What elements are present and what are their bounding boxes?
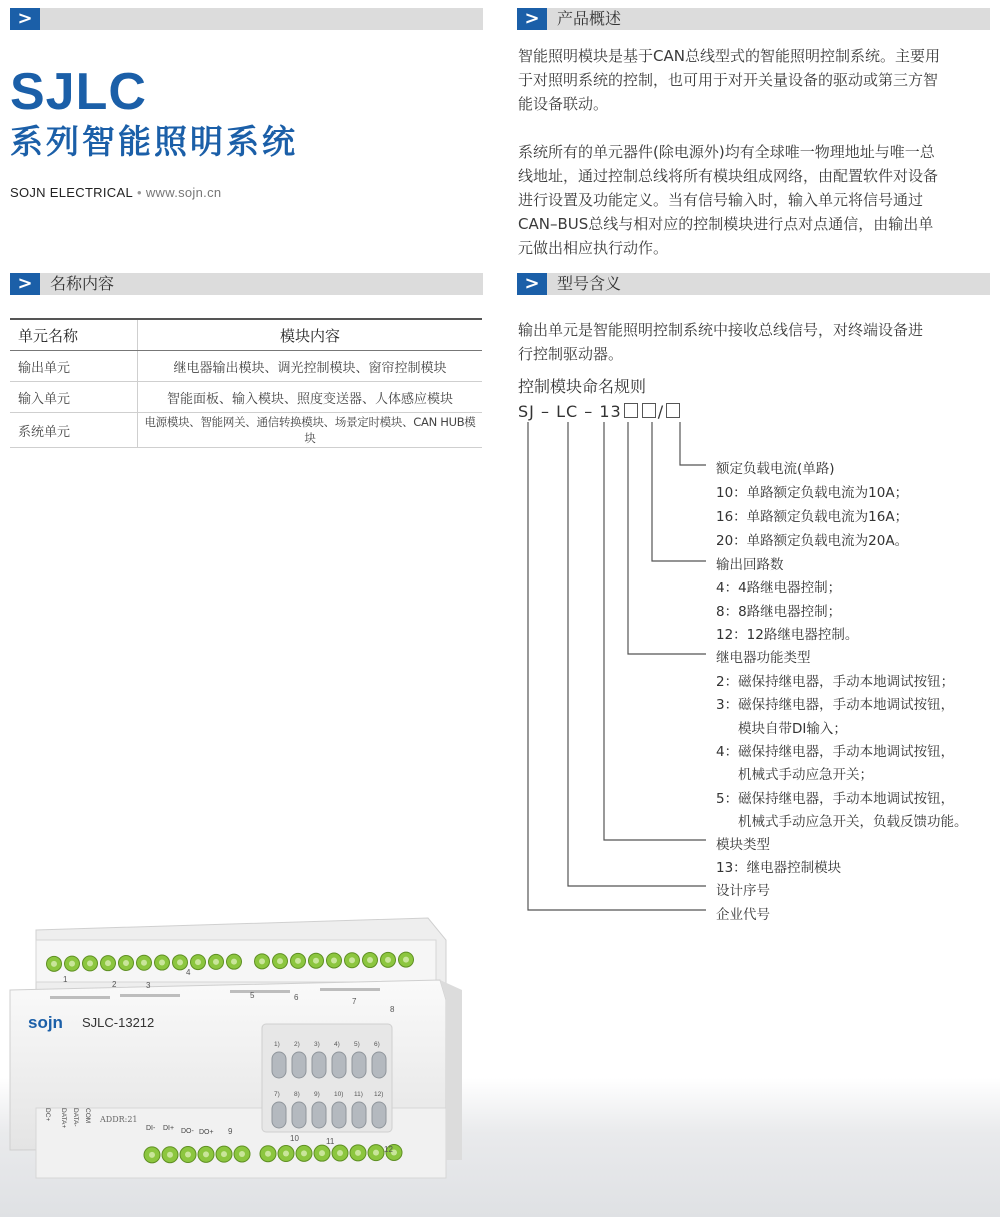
legend-item: 5：磁保持继电器，手动本地调试按钮， xyxy=(716,791,955,807)
section-bar-overview xyxy=(517,8,990,30)
channel-number: 1 xyxy=(63,975,68,984)
table-cell: 继电器输出模块、调光控制模块、窗帘控制模块 xyxy=(138,351,483,382)
model-paragraph xyxy=(518,318,994,366)
channel-number: 12 xyxy=(384,1145,393,1154)
device-logo: sojn xyxy=(28,1013,63,1032)
section-title-model: 型号含义 xyxy=(557,274,622,293)
manual-button xyxy=(312,1052,326,1078)
button-number: 5) xyxy=(354,1041,360,1048)
terminal-screw-hole xyxy=(203,1151,209,1157)
manual-button xyxy=(292,1052,306,1078)
terminal-screw-hole xyxy=(213,959,219,965)
terminal-screw-hole xyxy=(159,960,165,966)
terminal-screw-hole xyxy=(301,1150,307,1156)
text-line: 能设备联动。 xyxy=(518,95,609,113)
channel-number: 9 xyxy=(228,1127,233,1136)
connector-line xyxy=(528,422,706,910)
table-cell: 电源模块、智能网关、通信转换模块、场景定时模块、CAN HUB模块 xyxy=(138,413,483,448)
table-cell: 系统单元 xyxy=(10,413,138,448)
manual-button xyxy=(352,1102,366,1128)
legend-item: 3：磁保持继电器，手动本地调试按钮， xyxy=(716,697,955,713)
di-label: DI+ xyxy=(163,1125,175,1132)
company-separator: • xyxy=(136,185,142,200)
legend-item: 机械式手动应急开关； xyxy=(738,767,873,783)
chevron-right-icon: > xyxy=(517,273,547,295)
legend-item: 12：12路继电器控制。 xyxy=(716,627,859,643)
manual-button xyxy=(352,1052,366,1078)
addr-label: ADDR:21 xyxy=(100,1115,138,1124)
terminal-screw-hole xyxy=(331,957,337,963)
section-bar-model xyxy=(517,273,990,295)
channel-number: 3 xyxy=(146,981,151,990)
connector-line xyxy=(652,422,706,561)
terminal-screw-hole xyxy=(277,958,283,964)
device-illustration xyxy=(0,0,470,1217)
channel-number: 10 xyxy=(290,1134,299,1143)
terminal-screw-hole xyxy=(231,959,237,965)
chevron-right-icon: > xyxy=(10,8,40,30)
chevron-right-icon: > xyxy=(517,8,547,30)
table-cell: 输入单元 xyxy=(10,382,138,413)
manual-button xyxy=(372,1102,386,1128)
terminal-screw-hole xyxy=(167,1152,173,1158)
text-line: 智能照明模块是基于CAN总线型式的智能照明控制系统。主要用 xyxy=(518,47,940,65)
table-cell: 智能面板、输入模块、照度变送器、人体感应模块 xyxy=(138,382,483,413)
button-number: 2) xyxy=(294,1041,300,1048)
text-line: 输出单元是智能照明控制系统中接收总线信号，对终端设备进 xyxy=(518,321,924,339)
terminal-screw-hole xyxy=(185,1152,191,1158)
text-line: 元做出相应执行动作。 xyxy=(518,239,669,257)
terminal-screw-hole xyxy=(355,1150,361,1156)
legend-item: 20：单路额定负载电流为20A。 xyxy=(716,533,909,549)
legend-current-title: 额定负载电流(单路) xyxy=(716,461,835,477)
terminal-screw-hole xyxy=(123,960,129,966)
terminal-screw-hole xyxy=(283,1151,289,1157)
manual-button xyxy=(272,1102,286,1128)
code-placeholder-box xyxy=(642,403,656,418)
button-number: 12) xyxy=(374,1091,384,1098)
button-number: 3) xyxy=(314,1041,320,1048)
overview-paragraph-1 xyxy=(518,44,994,116)
code-slash: / xyxy=(657,402,665,421)
channel-number: 5 xyxy=(250,991,255,1000)
code-part: 13 xyxy=(599,402,622,421)
manual-button xyxy=(332,1052,346,1078)
legend-item: 2：磁保持继电器，手动本地调试按钮； xyxy=(716,674,955,690)
terminal-screw-hole xyxy=(403,957,409,963)
terminal-screw-hole xyxy=(177,959,183,965)
legend-item: 模块自带DI输入； xyxy=(738,721,847,737)
port-label: COM xyxy=(84,1108,91,1124)
terminal-screw-hole xyxy=(239,1151,245,1157)
legend-design-title: 设计序号 xyxy=(716,883,770,899)
terminal-screw-hole xyxy=(319,1150,325,1156)
terminal-screw-hole xyxy=(337,1150,343,1156)
legend-channels-title: 输出回路数 xyxy=(716,557,784,573)
terminal-screw-hole xyxy=(349,957,355,963)
terminal-screw-hole xyxy=(149,1152,155,1158)
channel-number: 8 xyxy=(390,1005,395,1014)
text-line: 于对照明系统的控制，也可用于对开关量设备的驱动或第三方智 xyxy=(518,71,939,89)
code-part: – xyxy=(584,402,594,421)
channel-number: 4 xyxy=(186,968,191,977)
button-number: 11) xyxy=(354,1091,363,1098)
terminal-screw-hole xyxy=(141,960,147,966)
button-number: 6) xyxy=(374,1041,380,1048)
code-part: – xyxy=(540,402,550,421)
port-label: DATA+ xyxy=(60,1108,67,1129)
legend-module-title: 模块类型 xyxy=(716,837,770,853)
terminal-screw-hole xyxy=(367,957,373,963)
series-subtitle: 系列智能照明系统 xyxy=(10,122,298,161)
manual-button xyxy=(292,1102,306,1128)
port-label: DC+ xyxy=(44,1108,51,1122)
company-website: www.sojn.cn xyxy=(145,185,222,200)
manual-button xyxy=(372,1052,386,1078)
legend-item: 10：单路额定负载电流为10A； xyxy=(716,485,909,501)
terminal-screw-hole xyxy=(69,961,75,967)
button-number: 9) xyxy=(314,1091,320,1098)
overview-paragraph-2 xyxy=(518,140,994,260)
code-placeholder-box xyxy=(624,403,638,418)
chevron-right-icon: > xyxy=(10,273,40,295)
naming-rule-title: 控制模块命名规则 xyxy=(518,377,647,396)
terminal-screw-hole xyxy=(221,1151,227,1157)
button-number: 7) xyxy=(274,1091,280,1098)
connector-line xyxy=(628,422,706,654)
table-cell: 输出单元 xyxy=(10,351,138,382)
channel-number: 2 xyxy=(112,980,117,989)
legend-item: 8：8路继电器控制； xyxy=(716,604,842,620)
button-number: 8) xyxy=(294,1091,300,1098)
connector-line xyxy=(568,422,706,886)
terminal-screw-hole xyxy=(87,960,93,966)
terminal-screw-hole xyxy=(105,960,111,966)
port-label: DATA- xyxy=(72,1108,79,1127)
device-model: SJLC-13212 xyxy=(82,1015,155,1030)
button-number: 4) xyxy=(334,1041,340,1048)
terminal-screw-hole xyxy=(313,958,319,964)
manual-button xyxy=(332,1102,346,1128)
manual-button xyxy=(272,1052,286,1078)
model-code xyxy=(518,402,682,421)
connector-line xyxy=(604,422,706,840)
table-header-module: 模块内容 xyxy=(138,319,483,351)
code-placeholder-box xyxy=(666,403,680,418)
text-line: 进行设置及功能定义。当有信号输入时，输入单元将信号通过 xyxy=(518,191,924,209)
text-line: 行控制驱动器。 xyxy=(518,345,624,363)
terminal-screw-hole xyxy=(265,1151,271,1157)
button-number: 1) xyxy=(274,1041,280,1048)
terminal-screw-hole xyxy=(373,1150,379,1156)
channel-number: 6 xyxy=(294,993,299,1002)
di-label: DO+ xyxy=(199,1129,214,1136)
code-part: SJ xyxy=(518,402,535,421)
company-name: SOJN ELECTRICAL xyxy=(10,185,133,200)
channel-number: 7 xyxy=(352,997,357,1006)
manual-button xyxy=(312,1102,326,1128)
brand-title: SJLC xyxy=(10,63,147,121)
table-header-unit: 单元名称 xyxy=(10,319,138,351)
button-number: 10) xyxy=(334,1091,344,1098)
section-title-contents: 名称内容 xyxy=(50,274,115,293)
terminal-screw-hole xyxy=(385,957,391,963)
text-line: 系统所有的单元器件(除电源外)均有全球唯一物理地址与唯一总 xyxy=(518,143,935,161)
legend-item: 机械式手动应急开关，负载反馈功能。 xyxy=(738,814,968,830)
terminal-screw-hole xyxy=(51,961,57,967)
terminal-screw-hole xyxy=(259,958,265,964)
legend-company-title: 企业代号 xyxy=(716,907,770,923)
connector-line xyxy=(680,422,706,465)
legend-item: 13：继电器控制模块 xyxy=(716,860,842,876)
legend-item: 4：4路继电器控制； xyxy=(716,580,842,596)
section-title-overview: 产品概述 xyxy=(557,9,622,28)
legend-item: 16：单路额定负载电流为16A； xyxy=(716,509,909,525)
terminal-screw-hole xyxy=(295,958,301,964)
di-label: DO- xyxy=(181,1128,194,1135)
legend-item: 4：磁保持继电器，手动本地调试按钮， xyxy=(716,744,955,760)
code-part: LC xyxy=(556,402,579,421)
terminal-screw-hole xyxy=(195,959,201,965)
legend-relay-title: 继电器功能类型 xyxy=(716,650,811,666)
text-line: CAN–BUS总线与相对应的控制模块进行点对点通信，由输出单 xyxy=(518,215,934,233)
channel-number: 11 xyxy=(326,1137,335,1146)
di-label: DI- xyxy=(146,1125,156,1132)
text-line: 线地址，通过控制总线将所有模块组成网络，由配置软件对设备 xyxy=(518,167,939,185)
